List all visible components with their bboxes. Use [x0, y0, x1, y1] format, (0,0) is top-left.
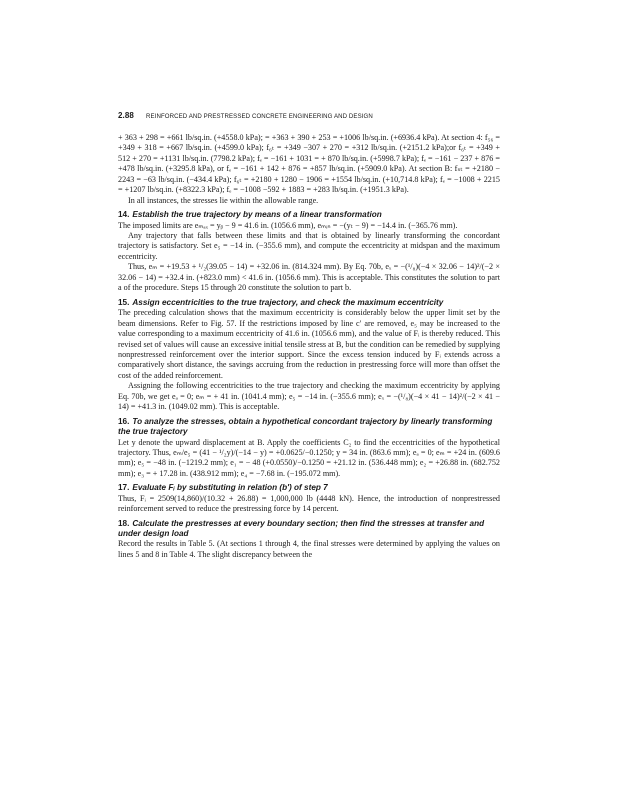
- paragraph: The imposed limits are eₘₐₓ = yᵦ − 9 = 41.6 in. (1056.6 mm), eₘᵢₙ = −(yₜ − 9) = −14.4 in. (−365.76 mm).: [118, 220, 458, 230]
- body-text: [118, 133, 500, 560]
- section-title: Assign eccentricities to the true trajectory, and check the maximum eccentricity: [132, 297, 444, 307]
- section-heading: [118, 298, 500, 308]
- paragraph: Let y denote the upward displacement at B. Apply the coefficients C₂ to find the eccentricities of the hypothetical trajectory. Thus, eₘ/e₅ = (41 − ¹/₂y)/(−14 − y) = +0.0625/−0.1250; y = 34 in. (863.6 mm); eₐ = 0; eₘ = +24 in. (609.6 mm); e₅ = −48 in. (−1219.2 mm); e₁ = − 48 (+0.0550)/−0.1250 = +21.12 in. (536.448 mm); e₂ = +26.88 in. (682.752 mm); e₃ = + 17.28 in. (438.912 mm); e₄ = −7.68 in. (−195.072 mm).: [118, 437, 500, 478]
- paragraph: Any trajectory that falls between these limits and that is obtained by linearly transforming the concordant trajectory is satisfactory. Set e₅ = −14 in. (−355.6 mm), and compute the eccentricity at midspan and the maximum eccentricity.: [118, 231, 500, 261]
- section-heading: [118, 210, 500, 220]
- paragraph: Record the results in Table 5. (At sections 1 through 4, the final stresses were determined by applying the values on lines 5 and 8 in Table 4. The slight discrepancy between the: [118, 539, 500, 559]
- paragraph: Thus, Fᵢ = 2509(14,860)/(10.32 + 26.88) = 1,000,000 lb (4448 kN). Hence, the introduction of nonprestressed reinforcement served to reduce the prestressing force by 14 percent.: [118, 493, 500, 514]
- section-number: 14.: [118, 210, 130, 220]
- section-heading: [118, 483, 500, 493]
- section-number: 15.: [118, 297, 130, 307]
- paragraph: The preceding calculation shows that the maximum eccentricity is considerably below the upper limit set by the beam dimensions. Refer to Fig. 57. If the restrictions imposed by line c′ are removed, e₅ may be increased to the value corresponding to a maximum eccentricity of 41.6 in. (1056.6 mm), and the value of Fᵢ is thereby reduced. This revised set of values will cause an excessive initial tensile stress at B, but the condition can be remedied by supplying nonprestressed reinforcement over the interior support. Since the excess tension induced by Fᵢ extends across a comparatively short distance, the savings accruing from the reduction in prestressing force will more than offset the cost of the added reinforcement.: [118, 308, 501, 380]
- section-title: To analyze the stresses, obtain a hypothetical concordant trajectory by linearly transforming the true trajectory: [118, 416, 493, 437]
- section-heading: [118, 417, 500, 438]
- section-heading: [118, 519, 500, 540]
- running-title: REINFORCED AND PRESTRESSED CONCRETE ENGINEERING AND DESIGN: [145, 113, 373, 120]
- paragraph: Thus, eₘ = +19.53 + ¹/₂(39.05 − 14) = +32.06 in. (814.324 mm). By Eq. 70b, eₓ = −(¹/₈)(−4 × 32.06 − 14)²/(−2 × 32.06 − 14) = +32.4 in. (+823.0 mm) < 41.6 in. (1056.6 mm). This is acceptable. This constitutes the solution to part a of the procedure. Steps 15 through 20 constitute the solution to part b.: [118, 262, 500, 293]
- section-title: Evaluate Fᵢ by substituting in relation (b′) of step 7: [132, 483, 328, 493]
- section-number: 18.: [118, 518, 130, 528]
- paragraph: In all instances, the stresses lie within the allowable range.: [128, 195, 319, 205]
- page-number: 2.88: [118, 111, 134, 120]
- section-title: Establish the true trajectory by means of a linear transformation: [132, 210, 382, 220]
- paragraph: + 363 + 298 = +661 lb/sq.in. (+4558.0 kPa); = +363 + 390 + 253 = +1006 lb/sq.in. (+6936.4 kPa). At section 4: f₅₆ = +349 + 318 = +667 lb/sq.in. (+4599.0 kPa); f₆ₜ = +349 −307 + 270 = +312 lb/sq.in. (+2151.2 kPa);or f₆ₜ = +349 + 512 + 270 = +1131 lb/sq.in. (7798.2 kPa); fₑ = −161 + 1031 = + 870 lb/sq.in. (+5998.7 kPa); fₑ = −161 − 237 + 876 = +478 lb/sq.in. (+3295.8 kPa), or fₑ = −161 + 142 + 876 = +857 lb/sq.in. (+5909.0 kPa). At section B: fₛₜ = +2180 − 2243 = −63 lb/sq.in. (−434.4 kPa); f₆ₜ = +2180 + 1280 − 1906 = +1554 lb/sq.in. (+10,714.8 kPa); fₑ = −1008 + 2215 = +1207 lb/sq.in. (+8322.3 kPa); fₑ = −1008 −592 + 1883 = +283 lb/sq.in. (+1951.3 kPa).: [118, 133, 500, 195]
- section-title: Calculate the prestresses at every boundary section; then find the stresses at transfer and under design load: [118, 518, 485, 539]
- section-number: 16.: [118, 416, 130, 426]
- running-header: [118, 111, 500, 120]
- section-number: 17.: [118, 483, 130, 493]
- paragraph: Assigning the following eccentricities to the true trajectory and checking the maximum eccentricity by applying Eq. 70b, we get eₐ = 0; eₘ = + 41 in. (1041.4 mm); e₅ = −14 in. (−355.6 mm); eₓ = −(¹/₈)(−4 × 41 − 14)²/(−2 × 41 − 14) = +41.3 in. (1049.02 mm). This is acceptable.: [118, 381, 500, 412]
- page: [118, 111, 500, 560]
